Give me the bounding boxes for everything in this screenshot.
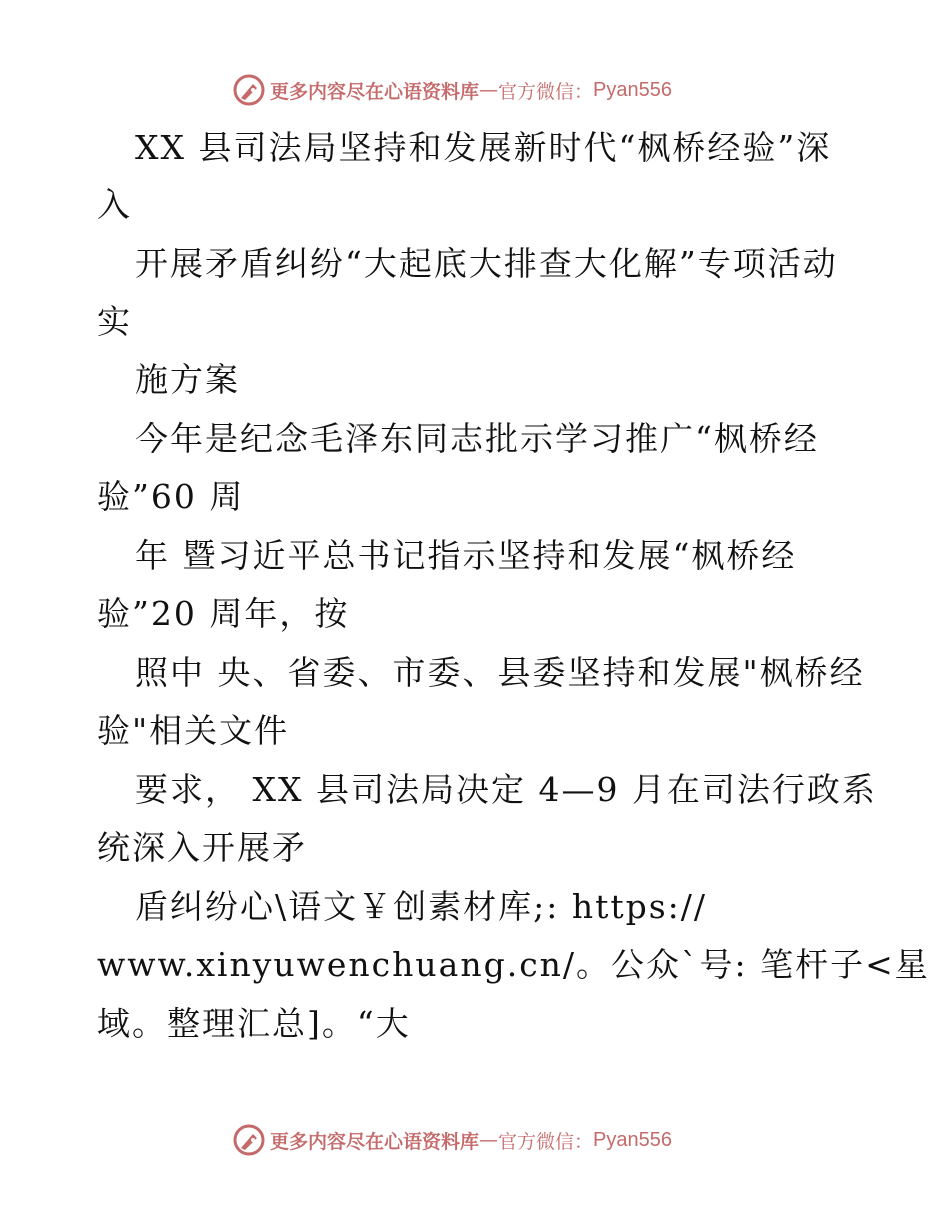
- paragraph-line: 域。整理汇总]。“大: [97, 1004, 411, 1043]
- watermark-wechat-label: 官方微信：: [498, 1130, 594, 1153]
- document-title-line-5: 施方案: [135, 360, 240, 399]
- watermark-wechat-id: Pyan556: [593, 78, 672, 101]
- document-title-line-4: 实: [97, 302, 132, 341]
- watermark-separator: —: [479, 1129, 499, 1151]
- watermark-wechat-label: 官方微信：: [498, 80, 594, 103]
- watermark-wechat-id: Pyan556: [593, 1128, 672, 1151]
- watermark-banner-bottom: [232, 1122, 712, 1158]
- pen-nib-logo-icon: [232, 73, 266, 107]
- pen-nib-logo-icon: [232, 1123, 266, 1157]
- document-title-line-3: 开展矛盾纠纷“大起底大排查大化解”专项活动: [135, 244, 838, 283]
- paragraph-line: 验"相关文件: [97, 711, 290, 750]
- paragraph-line: 验”20 周年，按: [97, 594, 350, 633]
- watermark-separator: —: [479, 79, 499, 101]
- paragraph-line: 要求， XX 县司法局决定 4—9 月在司法行政系: [135, 770, 877, 809]
- paragraph-line: 年 暨习近平总书记指示坚持和发展“枫桥经: [135, 536, 797, 575]
- watermark-slogan: 更多内容尽在心语资料库: [270, 1130, 480, 1153]
- paragraph-line: 验”60 周: [97, 477, 245, 516]
- paragraph-line: 统深入开展矛: [97, 828, 307, 867]
- paragraph-line: 今年是纪念毛泽东同志批示学习推广“枫桥经: [135, 419, 819, 458]
- watermark-banner-top: [232, 72, 712, 108]
- document-title-line-2: 入: [97, 185, 132, 224]
- watermark-slogan: 更多内容尽在心语资料库: [270, 80, 480, 103]
- paragraph-line: www.xinyuwenchuang.cn/。公众`号: 笔杆子<星: [97, 945, 930, 984]
- paragraph-line: 盾纠纷心\语文￥创素材库;: https://: [135, 887, 708, 926]
- document-title-line-1: XX 县司法局坚持和发展新时代“枫桥经验”深: [135, 128, 832, 167]
- paragraph-line: 照中 央、省委、市委、县委坚持和发展"枫桥经: [135, 653, 865, 692]
